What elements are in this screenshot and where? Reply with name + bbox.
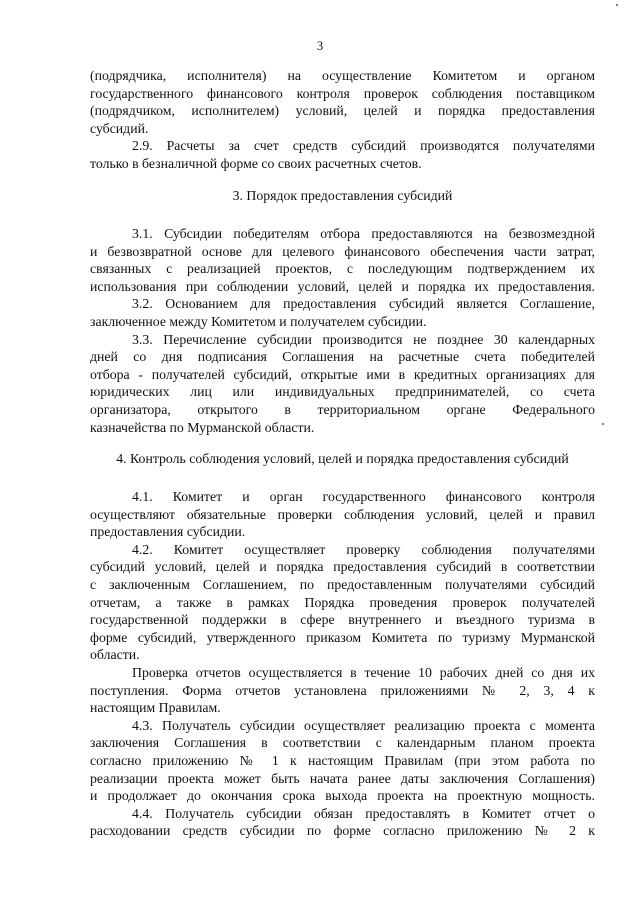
- text-line: расходовании средств субсидии по форме согласно приложению № 2 к: [90, 823, 595, 839]
- text-line: только в безналичной форме со своих расчетных счетов.: [90, 155, 422, 171]
- text-line: согласно приложению № 1 к настоящим Правилам (при этом работа по: [90, 752, 595, 768]
- text-line: 3.3. Перечисление субсидии производится не позднее 30 календарных: [132, 331, 595, 347]
- text-line: 3.1. Субсидии победителям отбора предоставляются на безвозмездной: [132, 226, 595, 241]
- text-line: организатора, открытого в территориальном органе Федерального: [90, 401, 595, 417]
- text-line: с заключенным Соглашением, по предоставленным получателями субсидий: [90, 576, 595, 592]
- text-line: субсидий.: [90, 120, 149, 136]
- text-line: 4.4. Получатель субсидии обязан предоставлять в Комитет отчет о: [132, 805, 595, 821]
- section-heading-4: 4. Контроль соблюдения условий, целей и порядка предоставления субсидий: [116, 451, 569, 466]
- text-line: осуществляют обязательные проверки соблюдения условий, целей и правил: [90, 506, 595, 522]
- paragraph-block-1: [90, 67, 595, 173]
- section-heading-3: 3. Порядок предоставления субсидий: [232, 188, 453, 203]
- text-line: Проверка отчетов осуществляется в течение 10 рабочих дней со дня их: [132, 664, 595, 680]
- text-line: отчетам, а также в рамках Порядка проведения проверок получателей: [90, 594, 595, 610]
- text-line: и продолжает до окончания срока выхода проекта на проектную мощность.: [90, 788, 595, 804]
- text-line: дней со дня подписания Соглашения на расчетные счета победителей: [90, 349, 595, 365]
- paragraph-block-3: [90, 488, 595, 840]
- text-line: настоящим Правилам.: [90, 700, 221, 716]
- text-line: 4.1. Комитет и орган государственного финансового контроля: [132, 489, 595, 504]
- text-line: 3.2. Основанием для предоставления субсидий является Соглашение,: [132, 296, 595, 312]
- text-line: области.: [90, 647, 140, 663]
- scan-speck: [602, 423, 604, 425]
- text-line: казначейства по Мурманской области.: [90, 419, 315, 435]
- text-line: (подрядчиком, исполнителем) условий, целей и порядка предоставления: [90, 103, 595, 119]
- text-line: субсидий условий, целей и порядка предоставления субсидий в соответствии: [90, 559, 595, 575]
- page-number: 3: [316, 39, 324, 53]
- paragraph-block-2: [90, 225, 595, 436]
- text-line: предоставления субсидии.: [90, 524, 246, 540]
- text-line: 2.9. Расчеты за счет средств субсидий производятся получателями: [132, 138, 595, 154]
- text-line: использования при соблюдении условий, целей и порядка их предоставления.: [90, 278, 595, 294]
- text-line: 4.2. Комитет осуществляет проверку соблюдения получателями: [132, 541, 595, 557]
- text-line: связанных с реализацией проектов, с последующим подтверждением их: [90, 261, 595, 277]
- text-line: отбора - получателей субсидий, открытые ими в кредитных организациях для: [90, 366, 595, 382]
- scan-speck: [616, 4, 618, 6]
- text-line: форме субсидий, утвержденного приказом Комитета по туризму Мурманской: [90, 629, 595, 645]
- text-line: государственной поддержки в сфере внутреннего и въездного туризма в: [90, 612, 595, 628]
- text-line: заключенное между Комитетом и получателем субсидии.: [90, 313, 427, 329]
- text-line: юридических лиц или индивидуальных предпринимателей, со счета: [90, 384, 595, 400]
- text-line: поступления. Форма отчетов установлена приложениями № 2, 3, 4 к: [90, 682, 595, 698]
- text-line: реализации проекта может быть начата ранее даты заключения Соглашения): [90, 770, 595, 786]
- text-line: заключения Соглашения в соответствии с календарным планом проекта: [90, 735, 595, 751]
- text-line: 4.3. Получатель субсидии осуществляет реализацию проекта с момента: [132, 717, 595, 733]
- text-line: государственного финансового контроля проверок соблюдения поставщиком: [90, 85, 595, 101]
- text-line: (подрядчика, исполнителя) на осуществление Комитетом и органом: [90, 68, 595, 83]
- text-line: и безвозвратной основе для целевого финансового обеспечения части затрат,: [90, 243, 595, 259]
